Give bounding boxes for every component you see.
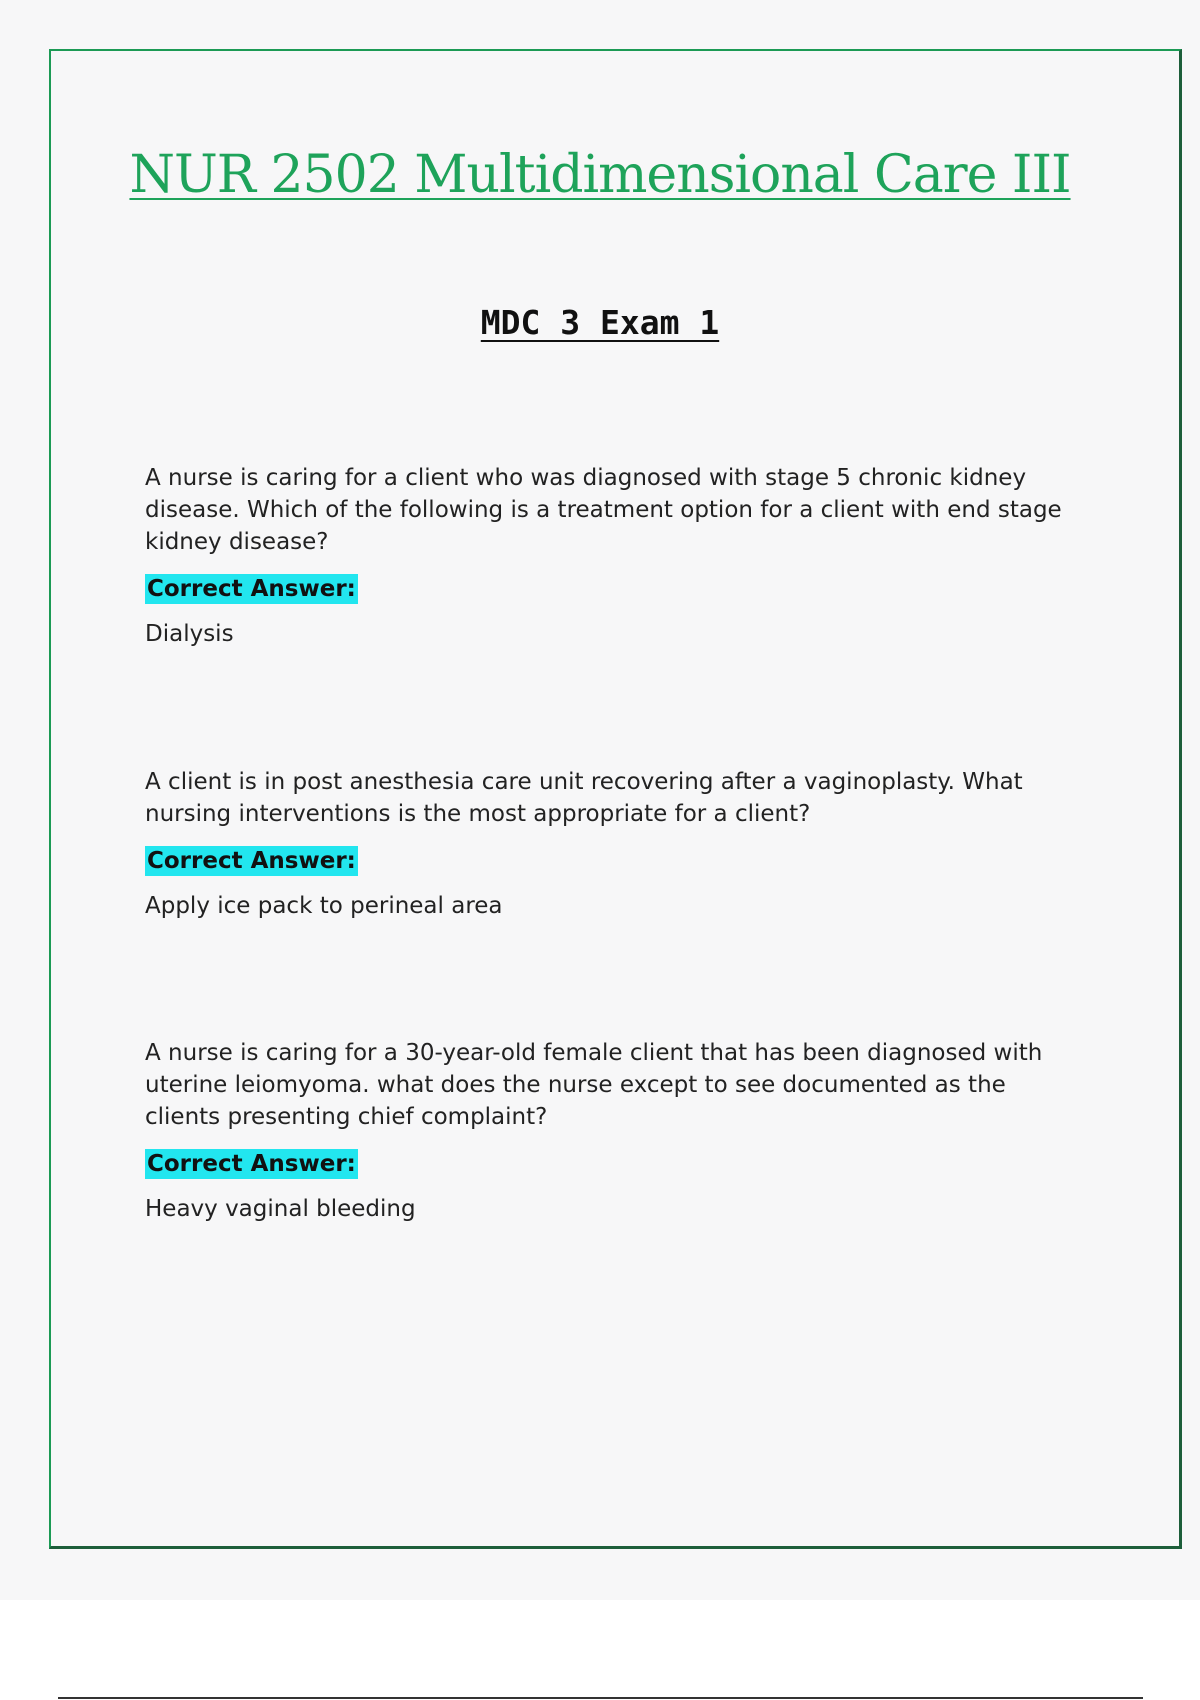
question-block-1: [145, 462, 1085, 650]
question-block-2: [145, 766, 1085, 922]
exam-title-text: MDC 3 Exam 1: [480, 303, 720, 342]
question-text: A nurse is caring for a 30-year-old female client that has been diagnosed with uterine leiomyoma. what does the nurse except to see documented as the clients presenting chief complaint?: [145, 1040, 1043, 1130]
correct-answer-label: Correct Answer:: [147, 848, 356, 874]
footer-divider: [58, 1697, 1143, 1699]
question-block-3: [145, 1037, 1085, 1225]
answer-text: Apply ice pack to perineal area: [145, 893, 503, 919]
question-text: A client is in post anesthesia care unit recovering after a vaginoplasty. What nursing interventions is the most appropriate for a client?: [145, 769, 1023, 827]
correct-answer-label: Correct Answer:: [147, 576, 356, 602]
document-title-text: NUR 2502 Multidimensional Care III: [129, 145, 1071, 205]
question-text: A nurse is caring for a client who was diagnosed with stage 5 chronic kidney disease. Which of the following is a treatment option for a client with end stage kidney disease?: [145, 465, 1062, 555]
answer-text: Dialysis: [145, 621, 234, 647]
exam-title: [0, 303, 1200, 342]
document-title: [0, 145, 1200, 205]
answer-text: Heavy vaginal bleeding: [145, 1196, 416, 1222]
correct-answer-label: Correct Answer:: [147, 1151, 356, 1177]
